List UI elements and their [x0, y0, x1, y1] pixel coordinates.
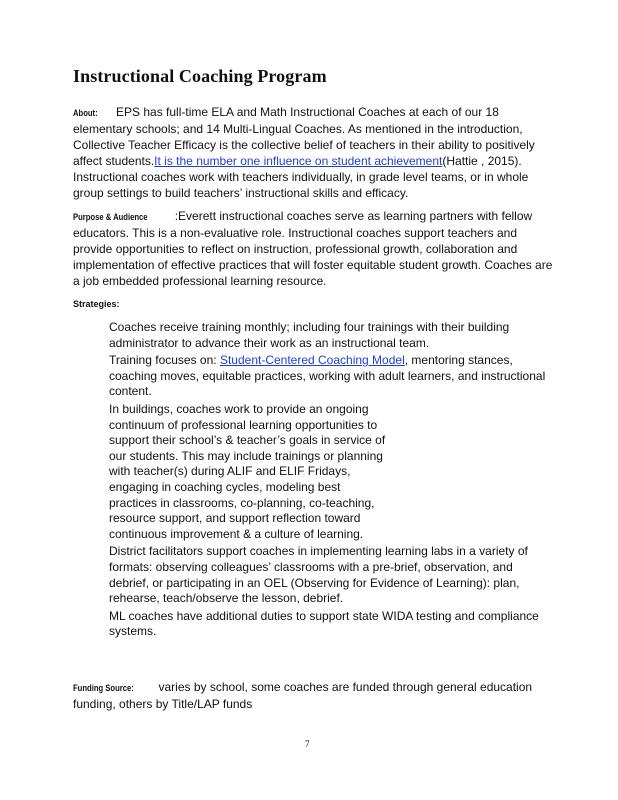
about-paragraph	[73, 104, 553, 201]
bullet-text-after: , mentoring stances, coaching moves, equitable practices, working with adult learners, and instructional content.	[109, 353, 546, 399]
list-item	[90, 609, 550, 640]
coaching-model-link[interactable]: Student-Centered Coaching Model	[219, 353, 405, 368]
list-item	[90, 402, 389, 542]
funding-text: varies by school, some coaches are funded through general education funding, others by Title/LAP funds	[73, 680, 533, 711]
bullet-text: ML coaches have additional duties to support state WIDA testing and compliance systems.	[109, 608, 539, 639]
list-item	[90, 353, 550, 400]
purpose-paragraph	[73, 208, 553, 289]
bullet-text: Coaches receive training monthly; including four trainings with their building administrator to advance their work as an instructional team.	[109, 320, 510, 350]
bullet-text: District facilitators support coaches in implementing learning labs in a variety of formats: observing colleagues’ classrooms with a pre-brief, observation, and debrief, or participating in an OEL (Observing for Evidence of Learning): plan, rehearse, teach/observe the lesson, debrief.	[109, 544, 528, 606]
strategies-label: Strategies:	[73, 299, 120, 309]
bullet-text-before: Training focuses on:	[109, 353, 220, 368]
about-text-before: EPS has full-time ELA and Math Instructional Coaches at each of our 18 elementary schools; and 14 Multi-Lingual Coaches. As mentioned in the introduction, Collective Teacher Efficacy is the collective belief of teachers in their ability to positively affect students.	[73, 105, 535, 168]
page-title: Instructional Coaching Program	[73, 66, 327, 86]
list-item	[90, 320, 550, 351]
hattie-link[interactable]: It is the number one influence on student achievement	[154, 154, 443, 168]
funding-paragraph	[73, 679, 553, 712]
purpose-text: :Everett instructional coaches serve as learning partners with fellow educators. This is a non-evaluative role. Instructional coaches support teachers and provide opportunities to reflect on instruction, professional growth, collaboration and implementation of effective practices that will foster equitable student growth. Coaches are a job embedded professional learning resource.	[73, 209, 553, 288]
bullet-text: In buildings, coaches work to provide an ongoing continuum of professional learning opportunities to support their school’s & teacher’s goals in service of our students. This may include trainings or planning with teacher(s) during ALIF and ELIF Fridays, engaging in coaching cycles, modeling best practices in classrooms, co-planning, co-teaching, resource support, and support reflection toward continuous improvement & a culture of learning.	[109, 401, 386, 541]
about-label: About:	[73, 108, 98, 118]
strategies-list	[90, 320, 550, 642]
page-number: 7	[305, 739, 310, 749]
list-item	[90, 544, 550, 606]
funding-label: Funding Source:	[73, 683, 134, 693]
purpose-label: Purpose & Audience	[73, 212, 148, 222]
about-text-after: (Hattie , 2015). Instructional coaches work with teachers individually, in grade level teams, or in whole group settings to build teachers’ instructional skills and efficacy.	[73, 154, 529, 200]
